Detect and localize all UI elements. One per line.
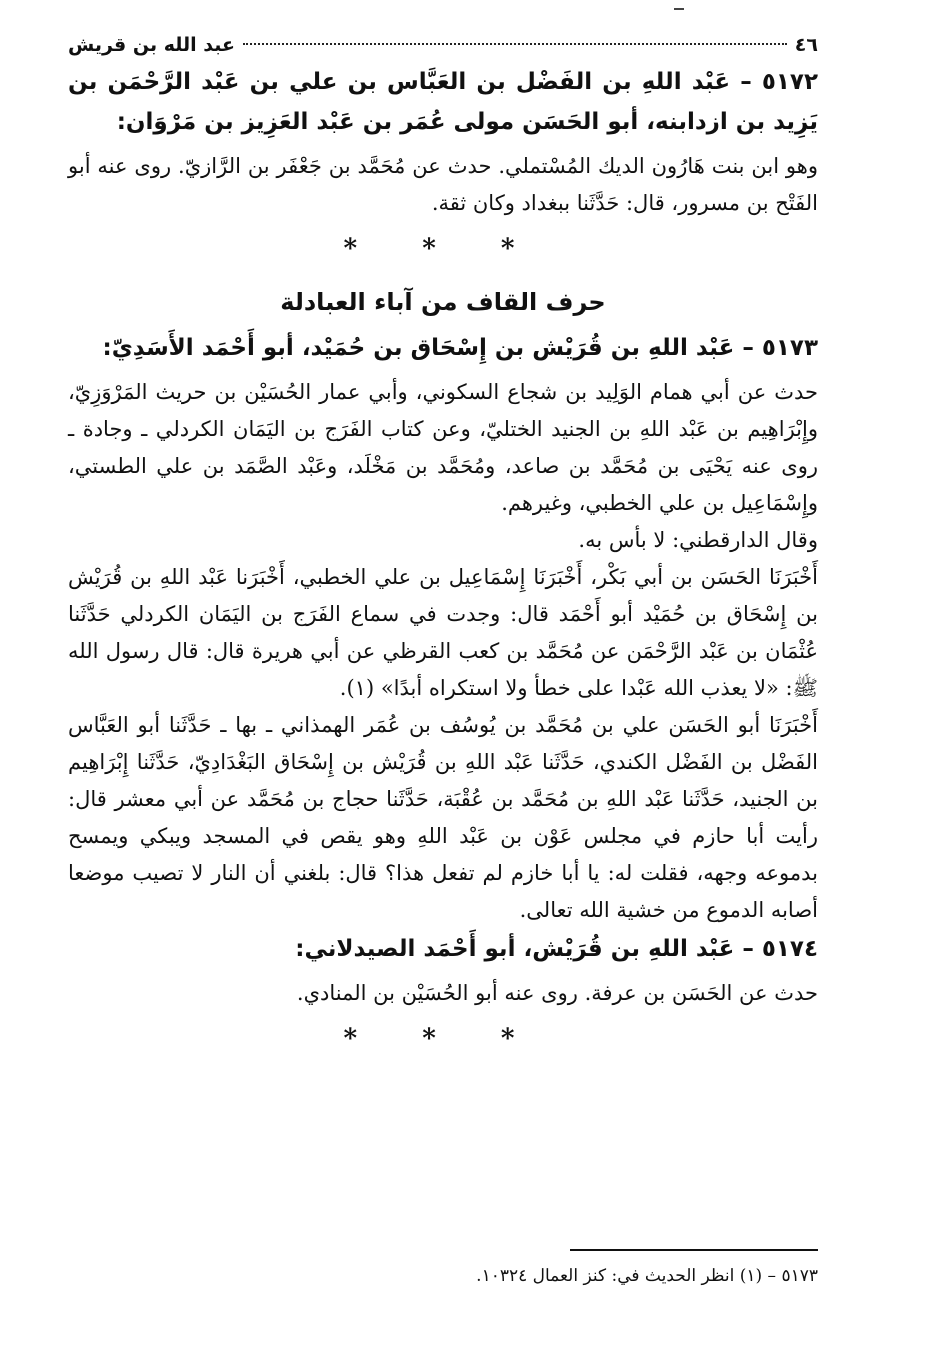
separator-stars-1: * * * bbox=[343, 234, 543, 264]
entry-5172-heading: ٥١٧٢ – عَبْد اللهِ بن الفَضْل بن العَبَّاس بن علي بن عَبْد الرَّحْمَن بن يَزِيد بن ازدابنه، أبو الحَسَن مولى عُمَر بن عَبْد العَزِيز بن مَرْوَان: bbox=[68, 69, 818, 135]
header-dot-leader bbox=[243, 43, 787, 45]
page-number: ٤٦ bbox=[794, 34, 818, 56]
section-title: حرف القاف من آباء العبادلة bbox=[280, 288, 606, 316]
entry-5173-para-2: وقال الدارقطني: لا بأس به. bbox=[578, 528, 818, 552]
entry-5174-heading: ٥١٧٤ – عَبْد اللهِ بن قُرَيْش، أبو أَحْمَد الصيدلاني: bbox=[295, 936, 818, 962]
entry-5173-heading: ٥١٧٣ – عَبْد اللهِ بن قُرَيْش بن إِسْحَاق بن حُمَيْد، أبو أَحْمَد الأَسَدِيّ: bbox=[102, 335, 818, 361]
entry-5173-para-1: حدث عن أبي همام الوَلِيد بن شجاع السكوني، وأبي عمار الحُسَيْن بن حريث المَرْوَزِيّ، وإِبْرَاهِيم بن عَبْد اللهِ بن الجنيد الختليّ، وعن كتاب الفَرَج بن اليَمَان الكردلي ـ وجادة ـ روى عنه يَحْيَى بن مُحَمَّد بن صاعد، ومُحَمَّد بن مَخْلَد، وعَبْد الصَّمَد بن علي الطستي، وإِسْمَاعِيل بن علي الخطبي، وغيرهم. bbox=[68, 380, 818, 515]
footnote-rule bbox=[570, 1249, 818, 1251]
entry-5172-text: وهو ابن بنت هَارُون الديك المُسْتملي. حدث عن مُحَمَّد بن جَعْفَر بن الرَّازيّ. روى عنه أبو الفَتْح بن مسرور، قال: حَدَّثَنا ببغداد وكان ثقة. bbox=[68, 154, 818, 215]
footnote: ٥١٧٣ – (١) انظر الحديث في: كنز العمال ١٠٣٢٤. bbox=[476, 1266, 818, 1286]
book-page bbox=[68, 28, 818, 1066]
entry-5173-para-4: أَخْبَرَنَا أبو الحَسَن علي بن مُحَمَّد بن يُوسُف بن عُمَر الهمذاني ـ بها ـ حَدَّثَنا أبو العَبَّاس الفَضْل بن الفَضْل الكندي، حَدَّثَنا عَبْد اللهِ بن قُرَيْش بن إِسْحَاق البَغْدَادِيّ، حَدَّثَنا إِبْرَاهِيم بن الجنيد، حَدَّثَنا عَبْد اللهِ بن مُحَمَّد بن عُقْبَة، حَدَّثَنا حجاج بن مُحَمَّد عن أبي معشر قال: رأيت أبا حازم في مجلس عَوْن بن عَبْد اللهِ وهو يقص في المسجد ويبكي ويمسح بدموعه وجهه، فقلت له: يا أبا خازم لم تفعل هذا؟ قال: بلغني أن النار لا تصيب موضعا أصابه الدموع من خشية الله تعالى. bbox=[68, 713, 818, 922]
running-header bbox=[68, 28, 818, 62]
scan-speck bbox=[674, 8, 684, 10]
entry-5174-text: حدث عن الحَسَن بن عرفة. روى عنه أبو الحُسَيْن بن المنادي. bbox=[296, 981, 818, 1005]
entry-5173-para-3: أَخْبَرَنَا الحَسَن بن أبي بَكْر، أَخْبَرَنَا إِسْمَاعِيل بن علي الخطبي، أَخْبَرَنا عَبْد اللهِ بن قُرَيْش بن إِسْحَاق بن حُمَيْد أبو أَحْمَد قال: وجدت في سماع الفَرَج بن اليَمَان الكردلي حَدَّثَنا عُثْمَان بن عَبْد الرَّحْمَن عن مُحَمَّد بن كعب القرظي عن أبي هريرة قال: قال رسول الله ﷺ: «لا يعذب الله عَبْدا على خطأ ولا استكراه أبدًا» (١). bbox=[68, 565, 818, 700]
running-title: عبد الله بن قريش bbox=[68, 34, 235, 56]
separator-stars-2: * * * bbox=[343, 1024, 543, 1054]
